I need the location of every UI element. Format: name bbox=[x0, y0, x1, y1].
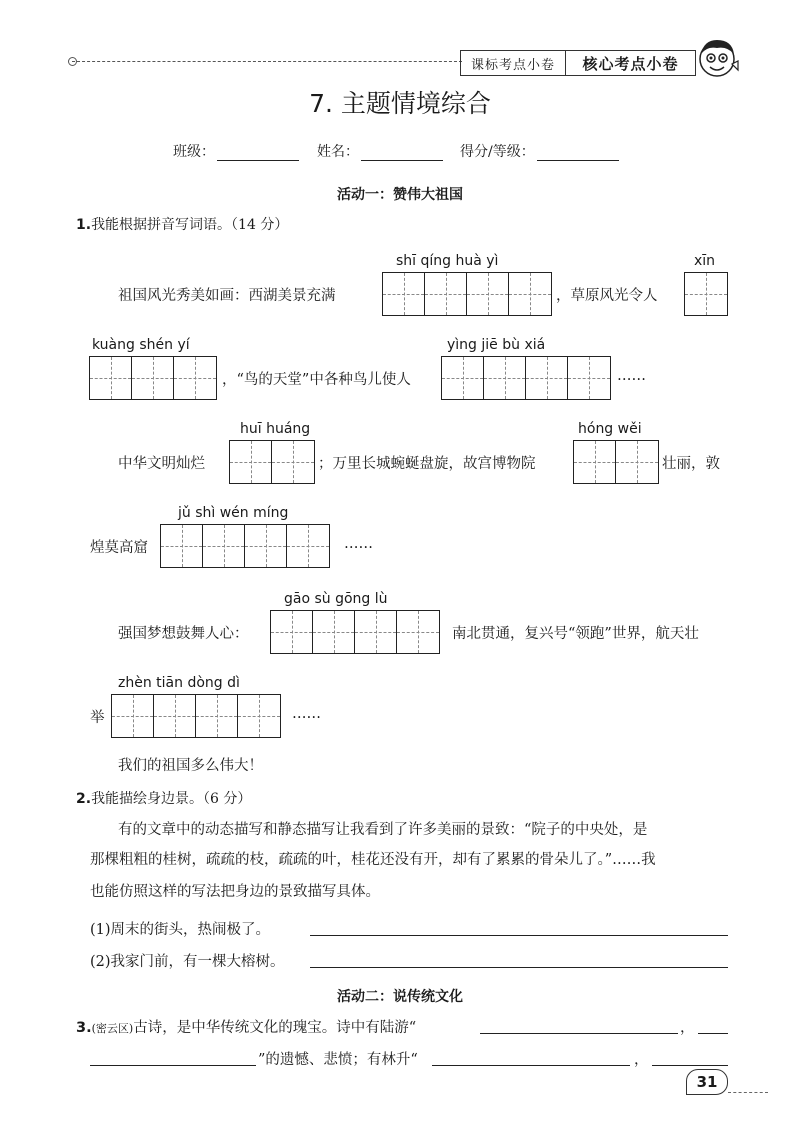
q1-line5-text-a: 强国梦想鼓舞人心： bbox=[118, 626, 249, 642]
class-field bbox=[173, 141, 299, 161]
q1-line3-text-c: 壮丽，敦 bbox=[662, 456, 720, 472]
q2-item-2-answer-line[interactable] bbox=[310, 966, 728, 968]
pinyin-xin: xīn bbox=[694, 253, 716, 269]
name-field bbox=[317, 141, 443, 161]
grid-cell[interactable] bbox=[174, 357, 216, 399]
pinyin-huihuang: huī huáng bbox=[240, 421, 311, 437]
name-label: 姓名： bbox=[317, 144, 359, 160]
q1-line4-ellipsis: …… bbox=[344, 536, 373, 552]
grid-cell[interactable] bbox=[526, 357, 568, 399]
grid-cell[interactable] bbox=[313, 611, 355, 653]
name-blank[interactable] bbox=[361, 144, 443, 161]
grid-cell[interactable] bbox=[245, 525, 287, 567]
grid-cell[interactable] bbox=[397, 611, 439, 653]
q1-closing-line: 我们的祖国多么伟大！ bbox=[118, 758, 263, 774]
question-3-region: (密云区) bbox=[91, 1022, 134, 1035]
grid-cell[interactable] bbox=[442, 357, 484, 399]
q2-paragraph-line-3: 也能仿照这样的写法把身边的景致描写具体。 bbox=[90, 884, 380, 900]
grid-cell[interactable] bbox=[196, 695, 238, 737]
q3-blank-2b[interactable] bbox=[90, 1064, 256, 1066]
footer-rule bbox=[728, 1092, 768, 1093]
header-tag-right: 核心考点小卷 bbox=[582, 54, 679, 73]
grid-cell[interactable] bbox=[467, 273, 509, 315]
q2-item-1: (1)周末的街头，热闹极了。 bbox=[90, 922, 271, 938]
class-blank[interactable] bbox=[217, 144, 299, 161]
question-3-line-1 bbox=[76, 1016, 416, 1037]
question-1-text: 我能根据拼音写词语。（14 分） bbox=[91, 217, 289, 233]
answer-grid-yingjiebuxia[interactable] bbox=[441, 356, 611, 400]
q1-line6-text-a: 举 bbox=[90, 710, 105, 726]
q2-paragraph-line-2: 那棵粗粗的桂树，疏疏的枝，疏疏的叶，桂花还没有开，却有了累累的骨朵儿了。”……我 bbox=[90, 852, 656, 868]
question-2-number: 2. bbox=[76, 791, 92, 807]
grid-cell[interactable] bbox=[383, 273, 425, 315]
q1-line4-text-a: 煌莫高窟 bbox=[90, 540, 148, 556]
question-1-number: 1. bbox=[76, 217, 92, 233]
grid-cell[interactable] bbox=[203, 525, 245, 567]
page-title: 7. 主题情境综合 bbox=[309, 89, 491, 118]
pinyin-gaosugonglu: gāo sù gōng lù bbox=[284, 591, 388, 607]
q1-line1-text-b: ，草原风光令人 bbox=[556, 288, 658, 304]
q3-comma-2: ， bbox=[634, 1052, 649, 1068]
activity-one-heading: 活动一：赞伟大祖国 bbox=[337, 187, 463, 203]
grid-cell[interactable] bbox=[238, 695, 280, 737]
question-3-number: 3. bbox=[76, 1020, 92, 1036]
pinyin-kuangshenyi: kuàng shén yí bbox=[92, 337, 190, 353]
score-blank[interactable] bbox=[537, 144, 619, 161]
answer-grid-xin[interactable] bbox=[684, 272, 728, 316]
answer-grid-gaosugonglu[interactable] bbox=[270, 610, 440, 654]
q2-item-1-answer-line[interactable] bbox=[310, 934, 728, 936]
question-2-header bbox=[76, 788, 251, 808]
grid-cell[interactable] bbox=[425, 273, 467, 315]
question-2-text: 我能描绘身边景。（6 分） bbox=[91, 791, 252, 807]
q3-blank-2a[interactable] bbox=[698, 1032, 728, 1034]
answer-grid-zhentiandongdi[interactable] bbox=[111, 694, 281, 738]
q1-line3-text-b: ；万里长城蜿蜒盘旋，故宫博物院 bbox=[318, 456, 536, 472]
q2-item-2: (2)我家门前，有一棵大榕树。 bbox=[90, 954, 285, 970]
answer-grid-hongwei[interactable] bbox=[573, 440, 659, 484]
grid-cell[interactable] bbox=[112, 695, 154, 737]
grid-cell[interactable] bbox=[616, 441, 658, 483]
class-label: 班级： bbox=[173, 144, 215, 160]
grid-cell[interactable] bbox=[161, 525, 203, 567]
pinyin-jushiwenming: jǔ shì wén míng bbox=[178, 505, 289, 521]
q1-line5-text-b: 南北贯通，复兴号“领跑”世界，航天壮 bbox=[452, 626, 699, 642]
q1-line3-text-a: 中华文明灿烂 bbox=[118, 456, 205, 472]
q2-paragraph-line-1: 有的文章中的动态描写和静态描写让我看到了许多美丽的景致：“院子的中央处，是 bbox=[118, 822, 648, 838]
grid-cell[interactable] bbox=[132, 357, 174, 399]
question-3-text-b: ”的遗憾、悲愤；有林升“ bbox=[258, 1052, 418, 1068]
pinyin-yingjiebuxia: yìng jiē bù xiá bbox=[447, 337, 546, 353]
pinyin-shiqinghuayi: shī qíng huà yì bbox=[396, 253, 499, 269]
grid-cell[interactable] bbox=[484, 357, 526, 399]
grid-cell[interactable] bbox=[574, 441, 616, 483]
mascot-icon bbox=[694, 34, 740, 80]
q1-line2-text-a: ，“鸟的天堂”中各种鸟儿使人 bbox=[222, 372, 411, 388]
answer-grid-kuangshenyi[interactable] bbox=[89, 356, 217, 400]
q1-line1-text-a: 祖国风光秀美如画：西湖美景充满 bbox=[118, 288, 336, 304]
q3-blank-3[interactable] bbox=[432, 1064, 630, 1066]
grid-cell[interactable] bbox=[355, 611, 397, 653]
header-tag bbox=[460, 50, 696, 76]
answer-grid-shiqinghuayi[interactable] bbox=[382, 272, 552, 316]
answer-grid-jushiwenming[interactable] bbox=[160, 524, 330, 568]
activity-two-heading: 活动二：说传统文化 bbox=[337, 989, 463, 1005]
grid-cell[interactable] bbox=[154, 695, 196, 737]
grid-cell[interactable] bbox=[509, 273, 551, 315]
q1-line6-ellipsis: …… bbox=[292, 706, 321, 722]
page-number: 31 bbox=[686, 1069, 728, 1095]
grid-cell[interactable] bbox=[568, 357, 610, 399]
q1-line2-ellipsis: …… bbox=[617, 368, 646, 384]
question-1-header bbox=[76, 214, 288, 234]
header-rule bbox=[72, 61, 462, 62]
answer-grid-huihuang[interactable] bbox=[229, 440, 315, 484]
pinyin-hongwei: hóng wěi bbox=[578, 421, 642, 437]
question-3-text-a: 古诗，是中华传统文化的瑰宝。诗中有陆游“ bbox=[133, 1020, 417, 1036]
q3-blank-4[interactable] bbox=[652, 1064, 728, 1066]
score-field bbox=[460, 141, 619, 161]
q3-blank-1[interactable] bbox=[480, 1032, 678, 1034]
pinyin-zhentiandongdi: zhèn tiān dòng dì bbox=[118, 675, 240, 691]
q3-comma-1: ， bbox=[680, 1020, 695, 1036]
grid-cell[interactable] bbox=[287, 525, 329, 567]
grid-cell[interactable] bbox=[230, 441, 272, 483]
grid-cell[interactable] bbox=[271, 611, 313, 653]
grid-cell[interactable] bbox=[272, 441, 314, 483]
grid-cell[interactable] bbox=[685, 273, 727, 315]
score-label: 得分/等级： bbox=[460, 144, 535, 160]
header-tag-left: 课标考点小卷 bbox=[461, 51, 566, 75]
grid-cell[interactable] bbox=[90, 357, 132, 399]
